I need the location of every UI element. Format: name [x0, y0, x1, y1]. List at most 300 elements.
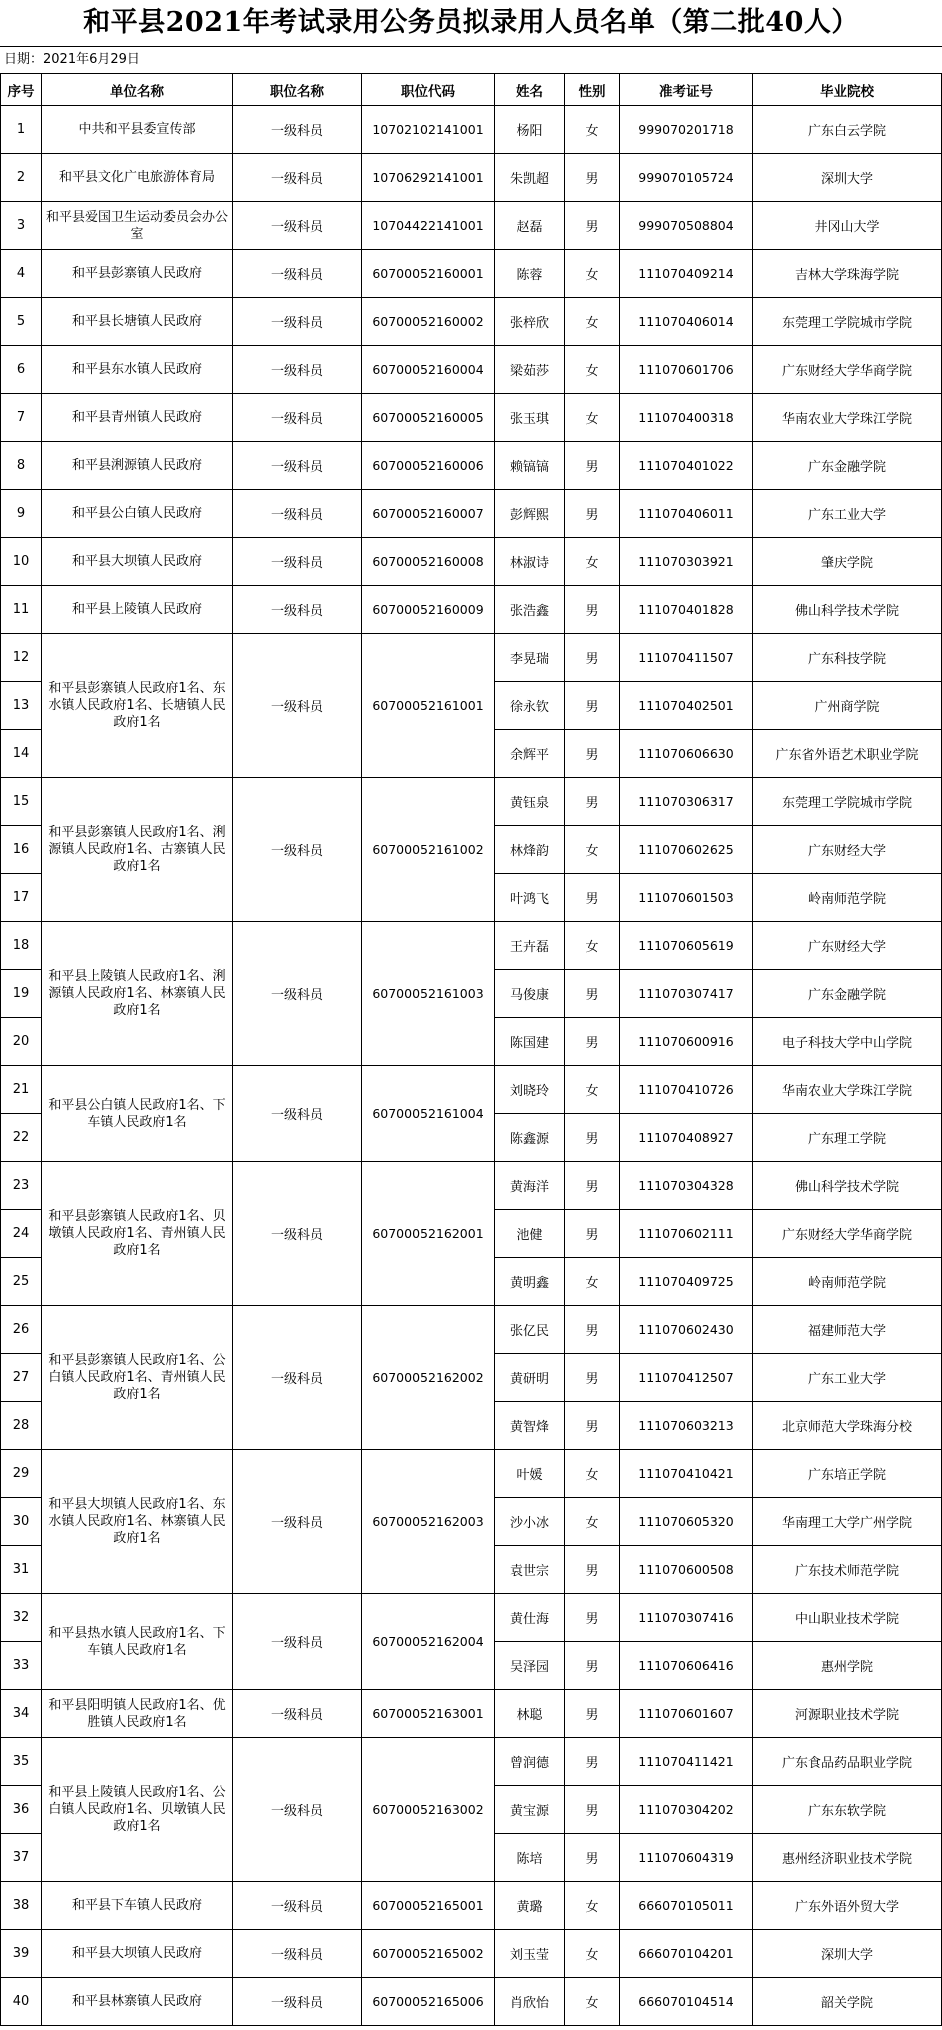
header-exam-number: 准考证号: [620, 74, 753, 106]
school-cell: 广东财经大学: [753, 922, 942, 970]
table-row: [1, 154, 942, 202]
seq-cell: 4: [1, 250, 42, 298]
name-cell: 黄璐: [495, 1882, 565, 1930]
school-cell: 福建师范大学: [753, 1306, 942, 1354]
school-cell: 广东科技学院: [753, 634, 942, 682]
name-cell: 张梓欣: [495, 298, 565, 346]
name-cell: 吴泽园: [495, 1642, 565, 1690]
unit-cell: 和平县彭寨镇人民政府1名、东水镇人民政府1名、长塘镇人民政府1名: [42, 634, 233, 778]
unit-cell: 和平县大坝镇人民政府: [42, 1930, 233, 1978]
unit-cell: 和平县上陵镇人民政府: [42, 586, 233, 634]
position-cell: 一级科员: [233, 106, 362, 154]
table-row: [1, 1930, 942, 1978]
unit-cell: 和平县大坝镇人民政府1名、东水镇人民政府1名、林寨镇人民政府1名: [42, 1450, 233, 1594]
name-cell: 王卉磊: [495, 922, 565, 970]
exam-number-cell: 111070601503: [620, 874, 753, 922]
unit-cell: 和平县公白镇人民政府: [42, 490, 233, 538]
exam-number-cell: 111070411507: [620, 634, 753, 682]
header-row: [1, 74, 942, 106]
unit-cell: 和平县爱国卫生运动委员会办公室: [42, 202, 233, 250]
sex-cell: 男: [565, 634, 620, 682]
name-cell: 杨阳: [495, 106, 565, 154]
sex-cell: 男: [565, 490, 620, 538]
position-cell: 一级科员: [233, 1978, 362, 2026]
school-cell: 北京师范大学珠海分校: [753, 1402, 942, 1450]
table-row: [1, 778, 942, 826]
name-cell: 肖欣怡: [495, 1978, 565, 2026]
seq-cell: 2: [1, 154, 42, 202]
candidate-table: [0, 73, 942, 2026]
position-cell: 一级科员: [233, 346, 362, 394]
exam-number-cell: 111070600916: [620, 1018, 753, 1066]
position-code-cell: 60700052160008: [362, 538, 495, 586]
sex-cell: 男: [565, 154, 620, 202]
header-seq: 序号: [1, 74, 42, 106]
exam-number-cell: 111070605320: [620, 1498, 753, 1546]
position-cell: 一级科员: [233, 586, 362, 634]
header-position-code: 职位代码: [362, 74, 495, 106]
position-code-cell: 10706292141001: [362, 154, 495, 202]
table-row: [1, 634, 942, 682]
table-row: [1, 1978, 942, 2026]
seq-cell: 14: [1, 730, 42, 778]
name-cell: 袁世宗: [495, 1546, 565, 1594]
position-cell: 一级科员: [233, 1738, 362, 1882]
unit-cell: 和平县大坝镇人民政府: [42, 538, 233, 586]
seq-cell: 18: [1, 922, 42, 970]
school-cell: 华南理工大学广州学院: [753, 1498, 942, 1546]
seq-cell: 15: [1, 778, 42, 826]
exam-number-cell: 111070306317: [620, 778, 753, 826]
header-position: 职位名称: [233, 74, 362, 106]
unit-cell: 和平县热水镇人民政府1名、下车镇人民政府1名: [42, 1594, 233, 1690]
unit-cell: 和平县彭寨镇人民政府1名、公白镇人民政府1名、青州镇人民政府1名: [42, 1306, 233, 1450]
table-body: [1, 106, 942, 2026]
position-code-cell: 60700052161003: [362, 922, 495, 1066]
position-cell: 一级科员: [233, 490, 362, 538]
table-row: [1, 346, 942, 394]
name-cell: 黄海洋: [495, 1162, 565, 1210]
school-cell: 吉林大学珠海学院: [753, 250, 942, 298]
position-cell: 一级科员: [233, 1930, 362, 1978]
position-cell: 一级科员: [233, 1066, 362, 1162]
table-row: [1, 202, 942, 250]
name-cell: 刘玉莹: [495, 1930, 565, 1978]
seq-cell: 17: [1, 874, 42, 922]
unit-cell: 和平县下车镇人民政府: [42, 1882, 233, 1930]
seq-cell: 28: [1, 1402, 42, 1450]
seq-cell: 8: [1, 442, 42, 490]
seq-cell: 32: [1, 1594, 42, 1642]
name-cell: 叶鸿飞: [495, 874, 565, 922]
position-code-cell: 60700052160004: [362, 346, 495, 394]
seq-cell: 25: [1, 1258, 42, 1306]
unit-cell: 和平县彭寨镇人民政府: [42, 250, 233, 298]
seq-cell: 10: [1, 538, 42, 586]
seq-cell: 36: [1, 1786, 42, 1834]
sex-cell: 女: [565, 106, 620, 154]
position-cell: 一级科员: [233, 154, 362, 202]
sex-cell: 男: [565, 1642, 620, 1690]
position-code-cell: 60700052165001: [362, 1882, 495, 1930]
sex-cell: 女: [565, 346, 620, 394]
seq-cell: 16: [1, 826, 42, 874]
position-code-cell: 60700052163002: [362, 1738, 495, 1882]
position-code-cell: 60700052160001: [362, 250, 495, 298]
school-cell: 广东东软学院: [753, 1786, 942, 1834]
school-cell: 广东财经大学: [753, 826, 942, 874]
school-cell: 广东培正学院: [753, 1450, 942, 1498]
school-cell: 河源职业技术学院: [753, 1690, 942, 1738]
name-cell: 张亿民: [495, 1306, 565, 1354]
exam-number-cell: 111070604319: [620, 1834, 753, 1882]
position-code-cell: 60700052160007: [362, 490, 495, 538]
sex-cell: 男: [565, 778, 620, 826]
school-cell: 广东技术师范学院: [753, 1546, 942, 1594]
seq-cell: 35: [1, 1738, 42, 1786]
unit-cell: 和平县阳明镇人民政府1名、优胜镇人民政府1名: [42, 1690, 233, 1738]
table-row: [1, 538, 942, 586]
name-cell: 池健: [495, 1210, 565, 1258]
table-row: [1, 442, 942, 490]
sex-cell: 男: [565, 682, 620, 730]
exam-number-cell: 111070401022: [620, 442, 753, 490]
sex-cell: 男: [565, 1162, 620, 1210]
sex-cell: 女: [565, 922, 620, 970]
exam-number-cell: 111070603213: [620, 1402, 753, 1450]
position-cell: 一级科员: [233, 1450, 362, 1594]
name-cell: 张浩鑫: [495, 586, 565, 634]
unit-cell: 和平县公白镇人民政府1名、下车镇人民政府1名: [42, 1066, 233, 1162]
table-row: [1, 250, 942, 298]
position-cell: 一级科员: [233, 394, 362, 442]
seq-cell: 23: [1, 1162, 42, 1210]
name-cell: 陈鑫源: [495, 1114, 565, 1162]
position-code-cell: 60700052163001: [362, 1690, 495, 1738]
school-cell: 广州商学院: [753, 682, 942, 730]
table-row: [1, 298, 942, 346]
position-code-cell: 60700052162001: [362, 1162, 495, 1306]
unit-cell: 和平县浰源镇人民政府: [42, 442, 233, 490]
seq-cell: 6: [1, 346, 42, 394]
exam-number-cell: 999070508804: [620, 202, 753, 250]
exam-number-cell: 666070105011: [620, 1882, 753, 1930]
position-code-cell: 60700052160005: [362, 394, 495, 442]
position-cell: 一级科员: [233, 1594, 362, 1690]
position-code-cell: 60700052161002: [362, 778, 495, 922]
seq-cell: 26: [1, 1306, 42, 1354]
exam-number-cell: 666070104201: [620, 1930, 753, 1978]
sex-cell: 男: [565, 1114, 620, 1162]
school-cell: 佛山科学技术学院: [753, 1162, 942, 1210]
name-cell: 陈蓉: [495, 250, 565, 298]
name-cell: 赵磊: [495, 202, 565, 250]
header-school: 毕业院校: [753, 74, 942, 106]
exam-number-cell: 111070401828: [620, 586, 753, 634]
position-cell: 一级科员: [233, 1690, 362, 1738]
school-cell: 广东财经大学华商学院: [753, 1210, 942, 1258]
position-code-cell: 60700052162002: [362, 1306, 495, 1450]
name-cell: 黄宝源: [495, 1786, 565, 1834]
position-code-cell: 60700052162003: [362, 1450, 495, 1594]
seq-cell: 5: [1, 298, 42, 346]
seq-cell: 7: [1, 394, 42, 442]
sex-cell: 女: [565, 298, 620, 346]
unit-cell: 和平县东水镇人民政府: [42, 346, 233, 394]
position-code-cell: 60700052160009: [362, 586, 495, 634]
school-cell: 韶关学院: [753, 1978, 942, 2026]
sex-cell: 女: [565, 1258, 620, 1306]
seq-cell: 3: [1, 202, 42, 250]
sex-cell: 女: [565, 394, 620, 442]
page-title: 和平县2021年考试录用公务员拟录用人员名单（第二批40人）: [83, 7, 859, 38]
exam-number-cell: 111070304202: [620, 1786, 753, 1834]
sex-cell: 男: [565, 1834, 620, 1882]
exam-number-cell: 999070201718: [620, 106, 753, 154]
sex-cell: 女: [565, 1450, 620, 1498]
exam-number-cell: 111070600508: [620, 1546, 753, 1594]
seq-cell: 22: [1, 1114, 42, 1162]
school-cell: 深圳大学: [753, 1930, 942, 1978]
school-cell: 井冈山大学: [753, 202, 942, 250]
exam-number-cell: 111070410726: [620, 1066, 753, 1114]
position-cell: 一级科员: [233, 778, 362, 922]
sex-cell: 女: [565, 1882, 620, 1930]
sex-cell: 男: [565, 1210, 620, 1258]
seq-cell: 24: [1, 1210, 42, 1258]
name-cell: 黄仕海: [495, 1594, 565, 1642]
position-cell: 一级科员: [233, 202, 362, 250]
school-cell: 肇庆学院: [753, 538, 942, 586]
school-cell: 中山职业技术学院: [753, 1594, 942, 1642]
seq-cell: 33: [1, 1642, 42, 1690]
sex-cell: 男: [565, 1306, 620, 1354]
name-cell: 黄智烽: [495, 1402, 565, 1450]
name-cell: 林淑诗: [495, 538, 565, 586]
name-cell: 朱凯超: [495, 154, 565, 202]
sex-cell: 女: [565, 1930, 620, 1978]
name-cell: 徐永钦: [495, 682, 565, 730]
sex-cell: 女: [565, 250, 620, 298]
sex-cell: 男: [565, 874, 620, 922]
sex-cell: 女: [565, 1066, 620, 1114]
seq-cell: 31: [1, 1546, 42, 1594]
school-cell: 广东金融学院: [753, 970, 942, 1018]
school-cell: 惠州经济职业技术学院: [753, 1834, 942, 1882]
unit-cell: 和平县文化广电旅游体育局: [42, 154, 233, 202]
name-cell: 余辉平: [495, 730, 565, 778]
seq-cell: 27: [1, 1354, 42, 1402]
exam-number-cell: 111070409725: [620, 1258, 753, 1306]
position-code-cell: 60700052160002: [362, 298, 495, 346]
name-cell: 林聪: [495, 1690, 565, 1738]
sex-cell: 男: [565, 970, 620, 1018]
table-row: [1, 922, 942, 970]
unit-cell: 中共和平县委宣传部: [42, 106, 233, 154]
unit-cell: 和平县长塘镇人民政府: [42, 298, 233, 346]
table-row: [1, 490, 942, 538]
exam-number-cell: 111070602111: [620, 1210, 753, 1258]
unit-cell: 和平县上陵镇人民政府1名、浰源镇人民政府1名、林寨镇人民政府1名: [42, 922, 233, 1066]
sex-cell: 女: [565, 538, 620, 586]
seq-cell: 37: [1, 1834, 42, 1882]
position-code-cell: 60700052161001: [362, 634, 495, 778]
name-cell: 叶媛: [495, 1450, 565, 1498]
name-cell: 沙小冰: [495, 1498, 565, 1546]
seq-cell: 11: [1, 586, 42, 634]
header-sex: 性别: [565, 74, 620, 106]
position-cell: 一级科员: [233, 298, 362, 346]
position-code-cell: 60700052162004: [362, 1594, 495, 1690]
exam-number-cell: 111070307417: [620, 970, 753, 1018]
seq-cell: 21: [1, 1066, 42, 1114]
position-cell: 一级科员: [233, 1306, 362, 1450]
exam-number-cell: 111070602430: [620, 1306, 753, 1354]
table-row: [1, 1690, 942, 1738]
name-cell: 陈国建: [495, 1018, 565, 1066]
seq-cell: 38: [1, 1882, 42, 1930]
seq-cell: 29: [1, 1450, 42, 1498]
table-row: [1, 106, 942, 154]
name-cell: 黄明鑫: [495, 1258, 565, 1306]
seq-cell: 20: [1, 1018, 42, 1066]
table-row: [1, 1594, 942, 1642]
name-cell: 梁茹莎: [495, 346, 565, 394]
position-code-cell: 10702102141001: [362, 106, 495, 154]
exam-number-cell: 111070400318: [620, 394, 753, 442]
table-row: [1, 1738, 942, 1786]
exam-number-cell: 111070402501: [620, 682, 753, 730]
sex-cell: 男: [565, 1546, 620, 1594]
exam-number-cell: 111070406014: [620, 298, 753, 346]
seq-cell: 39: [1, 1930, 42, 1978]
sex-cell: 男: [565, 1738, 620, 1786]
unit-cell: 和平县彭寨镇人民政府1名、贝墩镇人民政府1名、青州镇人民政府1名: [42, 1162, 233, 1306]
unit-cell: 和平县青州镇人民政府: [42, 394, 233, 442]
position-code-cell: 60700052161004: [362, 1066, 495, 1162]
position-cell: 一级科员: [233, 634, 362, 778]
sex-cell: 女: [565, 1978, 620, 2026]
sex-cell: 男: [565, 1690, 620, 1738]
sex-cell: 男: [565, 586, 620, 634]
unit-cell: 和平县上陵镇人民政府1名、公白镇人民政府1名、贝墩镇人民政府1名: [42, 1738, 233, 1882]
unit-cell: 和平县林寨镇人民政府: [42, 1978, 233, 2026]
name-cell: 曾润德: [495, 1738, 565, 1786]
school-cell: 电子科技大学中山学院: [753, 1018, 942, 1066]
sex-cell: 男: [565, 1354, 620, 1402]
school-cell: 岭南师范学院: [753, 874, 942, 922]
sex-cell: 男: [565, 730, 620, 778]
exam-number-cell: 999070105724: [620, 154, 753, 202]
table-row: [1, 1450, 942, 1498]
table-row: [1, 1882, 942, 1930]
table-row: [1, 1306, 942, 1354]
seq-cell: 40: [1, 1978, 42, 2026]
school-cell: 广东金融学院: [753, 442, 942, 490]
exam-number-cell: 111070606416: [620, 1642, 753, 1690]
exam-number-cell: 111070411421: [620, 1738, 753, 1786]
name-cell: 林烽韵: [495, 826, 565, 874]
school-cell: 广东工业大学: [753, 490, 942, 538]
table-row: [1, 1162, 942, 1210]
seq-cell: 30: [1, 1498, 42, 1546]
school-cell: 广东工业大学: [753, 1354, 942, 1402]
seq-cell: 34: [1, 1690, 42, 1738]
school-cell: 深圳大学: [753, 154, 942, 202]
school-cell: 东莞理工学院城市学院: [753, 778, 942, 826]
school-cell: 广东理工学院: [753, 1114, 942, 1162]
position-cell: 一级科员: [233, 1162, 362, 1306]
exam-number-cell: 666070104514: [620, 1978, 753, 2026]
table-row: [1, 1066, 942, 1114]
exam-number-cell: 111070601706: [620, 346, 753, 394]
school-cell: 华南农业大学珠江学院: [753, 1066, 942, 1114]
school-cell: 广东外语外贸大学: [753, 1882, 942, 1930]
school-cell: 广东白云学院: [753, 106, 942, 154]
school-cell: 惠州学院: [753, 1642, 942, 1690]
exam-number-cell: 111070307416: [620, 1594, 753, 1642]
exam-number-cell: 111070606630: [620, 730, 753, 778]
exam-number-cell: 111070408927: [620, 1114, 753, 1162]
school-cell: 华南农业大学珠江学院: [753, 394, 942, 442]
school-cell: 岭南师范学院: [753, 1258, 942, 1306]
exam-number-cell: 111070409214: [620, 250, 753, 298]
sex-cell: 男: [565, 1018, 620, 1066]
name-cell: 张玉琪: [495, 394, 565, 442]
position-code-cell: 10704422141001: [362, 202, 495, 250]
seq-cell: 19: [1, 970, 42, 1018]
position-code-cell: 60700052160006: [362, 442, 495, 490]
school-cell: 广东省外语艺术职业学院: [753, 730, 942, 778]
exam-number-cell: 111070304328: [620, 1162, 753, 1210]
seq-cell: 12: [1, 634, 42, 682]
name-cell: 黄研明: [495, 1354, 565, 1402]
position-code-cell: 60700052165006: [362, 1978, 495, 2026]
name-cell: 彭辉熙: [495, 490, 565, 538]
exam-number-cell: 111070410421: [620, 1450, 753, 1498]
school-cell: 佛山科学技术学院: [753, 586, 942, 634]
exam-number-cell: 111070601607: [620, 1690, 753, 1738]
sex-cell: 女: [565, 1498, 620, 1546]
name-cell: 马俊康: [495, 970, 565, 1018]
name-cell: 赖镐镐: [495, 442, 565, 490]
name-cell: 刘晓玲: [495, 1066, 565, 1114]
publish-date: 日期：2021年6月29日: [0, 46, 942, 73]
school-cell: 广东财经大学华商学院: [753, 346, 942, 394]
school-cell: 东莞理工学院城市学院: [753, 298, 942, 346]
seq-cell: 9: [1, 490, 42, 538]
sex-cell: 男: [565, 1786, 620, 1834]
position-cell: 一级科员: [233, 442, 362, 490]
table-row: [1, 586, 942, 634]
position-cell: 一级科员: [233, 922, 362, 1066]
exam-number-cell: 111070602625: [620, 826, 753, 874]
sex-cell: 男: [565, 1402, 620, 1450]
header-unit: 单位名称: [42, 74, 233, 106]
position-cell: 一级科员: [233, 1882, 362, 1930]
name-cell: 陈培: [495, 1834, 565, 1882]
exam-number-cell: 111070406011: [620, 490, 753, 538]
sex-cell: 女: [565, 826, 620, 874]
sex-cell: 男: [565, 442, 620, 490]
position-cell: 一级科员: [233, 250, 362, 298]
exam-number-cell: 111070303921: [620, 538, 753, 586]
unit-cell: 和平县彭寨镇人民政府1名、浰源镇人民政府1名、古寨镇人民政府1名: [42, 778, 233, 922]
table-row: [1, 394, 942, 442]
exam-number-cell: 111070412507: [620, 1354, 753, 1402]
seq-cell: 13: [1, 682, 42, 730]
seq-cell: 1: [1, 106, 42, 154]
